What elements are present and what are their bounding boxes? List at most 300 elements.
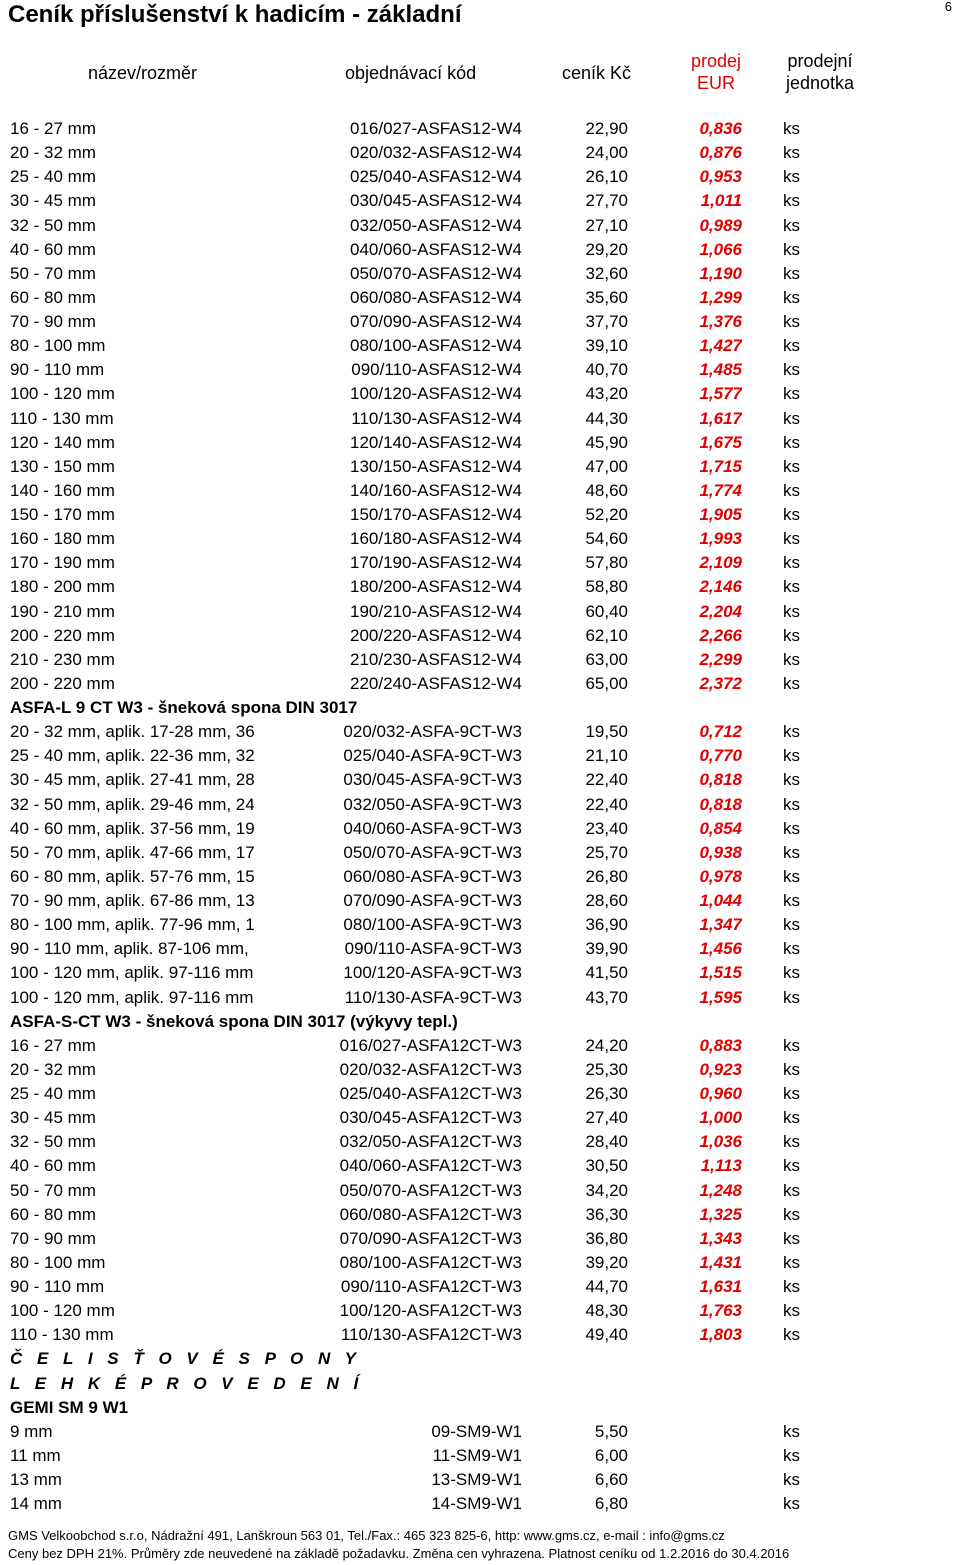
- item-price-eur: 0,989: [699, 215, 742, 235]
- item-price-eur: 1,325: [699, 1204, 742, 1224]
- item-code: 100/120-ASFA12CT-W3: [339, 1301, 522, 1321]
- item-code: 020/032-ASFA12CT-W3: [339, 1059, 522, 1079]
- item-code: 032/050-ASFAS12-W4: [350, 215, 522, 235]
- item-name: 200 - 220 mm: [10, 625, 115, 645]
- item-price-eur: 2,266: [699, 625, 742, 645]
- item-code: 016/027-ASFA12CT-W3: [339, 1035, 522, 1055]
- item-name: 110 - 130 mm: [10, 1325, 114, 1345]
- item-price-czk: 5,50: [594, 1421, 628, 1441]
- table-row: [0, 1251, 960, 1275]
- item-unit: ks: [783, 119, 800, 138]
- item-name: 80 - 100 mm: [10, 1252, 106, 1272]
- item-name: 32 - 50 mm: [10, 215, 96, 235]
- table-row: [0, 1468, 960, 1492]
- item-price-czk: 39,10: [585, 336, 628, 356]
- item-price-eur: 1,715: [699, 456, 742, 476]
- item-unit: ks: [783, 456, 800, 476]
- item-price-czk: 36,30: [585, 1204, 628, 1224]
- item-code: 080/100-ASFA12CT-W3: [339, 1252, 522, 1272]
- item-unit: ks: [783, 842, 800, 862]
- column-header-unit: [770, 50, 870, 94]
- item-price-czk: 27,70: [585, 191, 628, 211]
- item-price-czk: 6,60: [594, 1470, 628, 1489]
- item-price-eur: 0,818: [699, 770, 742, 790]
- item-unit: ks: [783, 143, 800, 163]
- item-price-czk: 32,60: [585, 263, 628, 283]
- item-unit: ks: [783, 1421, 800, 1441]
- item-name: 170 - 190 mm: [10, 553, 115, 573]
- item-price-eur: 1,113: [700, 1156, 742, 1176]
- table-row: [0, 817, 960, 841]
- item-name: 60 - 80 mm: [10, 1204, 96, 1224]
- item-name: 32 - 50 mm, aplik. 29-46 mm, 24: [10, 794, 255, 814]
- table-row: [0, 310, 960, 334]
- item-price-czk: 26,10: [585, 167, 628, 187]
- item-code: 110/130-ASFA12CT-W3: [340, 1325, 522, 1345]
- item-unit: ks: [783, 746, 800, 766]
- item-price-eur: 1,299: [699, 287, 742, 307]
- item-code: 070/090-ASFA-9CT-W3: [343, 891, 522, 910]
- item-code: 080/100-ASFAS12-W4: [350, 336, 522, 356]
- item-unit: ks: [783, 1156, 800, 1176]
- item-name: 60 - 80 mm, aplik. 57-76 mm, 15: [10, 866, 255, 886]
- table-row: [0, 1034, 960, 1058]
- item-price-czk: 36,80: [585, 1228, 628, 1248]
- column-header-eur-line1: prodej: [690, 51, 742, 71]
- item-code: 040/060-ASFA12CT-W3: [339, 1156, 522, 1176]
- item-price-eur: 1,376: [699, 312, 742, 331]
- item-code: 140/160-ASFAS12-W4: [350, 480, 522, 500]
- item-name: 190 - 210 mm: [10, 601, 115, 621]
- table-row: [0, 479, 960, 503]
- item-name: 100 - 120 mm, aplik. 97-116 mm: [10, 987, 254, 1007]
- item-code: 160/180-ASFAS12-W4: [350, 529, 522, 549]
- item-code: 200/220-ASFAS12-W4: [350, 625, 522, 645]
- item-unit: ks: [783, 432, 800, 452]
- item-code: 032/050-ASFA12CT-W3: [339, 1132, 522, 1152]
- item-unit: ks: [783, 1228, 800, 1248]
- item-unit: ks: [783, 287, 800, 307]
- item-name: 20 - 32 mm: [10, 1059, 96, 1079]
- item-unit: ks: [783, 336, 800, 356]
- item-price-czk: 39,20: [585, 1252, 628, 1272]
- item-name: 30 - 45 mm: [10, 191, 96, 211]
- item-unit: ks: [783, 987, 800, 1007]
- item-price-czk: 62,10: [585, 625, 628, 645]
- item-unit: ks: [783, 505, 800, 524]
- section-heading: L E H K É P R O V E D E N Í: [10, 1373, 364, 1393]
- item-unit: ks: [783, 625, 800, 645]
- item-name: 100 - 120 mm, aplik. 97-116 mm: [10, 963, 254, 983]
- item-code: 190/210-ASFAS12-W4: [350, 601, 522, 621]
- item-name: 100 - 120 mm: [10, 384, 115, 404]
- table-row: [0, 1154, 960, 1178]
- price-table: [0, 117, 960, 1516]
- table-row: [0, 1106, 960, 1130]
- item-unit: ks: [783, 191, 800, 211]
- item-unit: ks: [783, 1470, 800, 1489]
- table-row: [0, 431, 960, 455]
- table-row: [0, 189, 960, 213]
- item-code: 100/120-ASFAS12-W4: [350, 384, 522, 404]
- item-unit: ks: [783, 1132, 800, 1152]
- item-unit: ks: [783, 939, 800, 959]
- item-unit: ks: [783, 673, 800, 693]
- item-name: 90 - 110 mm: [10, 1277, 105, 1296]
- item-code: 090/110-ASFAS12-W4: [351, 360, 522, 380]
- item-price-czk: 45,90: [585, 432, 628, 452]
- item-unit: ks: [783, 1277, 800, 1296]
- column-header-unit-line1: prodejní: [787, 51, 853, 71]
- item-price-eur: 1,763: [699, 1301, 742, 1321]
- section-heading: GEMI SM 9 W1: [10, 1397, 129, 1417]
- table-row: [0, 913, 960, 937]
- item-name: 90 - 110 mm: [10, 360, 105, 380]
- item-unit: ks: [783, 239, 800, 259]
- item-name: 200 - 220 mm: [10, 673, 115, 693]
- table-row: [0, 358, 960, 382]
- item-name: 70 - 90 mm: [10, 1228, 96, 1248]
- item-unit: ks: [783, 1180, 800, 1200]
- item-price-eur: 0,953: [699, 167, 742, 187]
- table-row: [0, 238, 960, 262]
- item-name: 210 - 230 mm: [10, 649, 115, 669]
- table-row: [0, 382, 960, 406]
- item-price-eur: 1,248: [699, 1180, 742, 1200]
- table-row: [0, 1227, 960, 1251]
- item-unit: ks: [783, 891, 800, 910]
- item-unit: ks: [783, 601, 800, 621]
- item-price-czk: 6,00: [594, 1445, 628, 1465]
- item-price-czk: 6,80: [594, 1494, 628, 1514]
- item-unit: ks: [783, 312, 800, 331]
- item-code: 070/090-ASFAS12-W4: [350, 312, 522, 331]
- item-price-czk: 41,50: [585, 963, 628, 983]
- item-code: 050/070-ASFA12CT-W3: [339, 1180, 522, 1200]
- table-row: [0, 214, 960, 238]
- item-name: 50 - 70 mm: [10, 1180, 96, 1200]
- table-row: [0, 1275, 960, 1299]
- item-price-eur: 1,347: [699, 915, 742, 935]
- table-row: [0, 407, 960, 431]
- item-price-czk: 44,70: [585, 1277, 628, 1296]
- item-price-czk: 26,30: [585, 1084, 628, 1103]
- item-code: 060/080-ASFA12CT-W3: [339, 1204, 522, 1224]
- item-unit: ks: [783, 1325, 800, 1345]
- item-price-czk: 26,80: [585, 866, 628, 886]
- item-price-eur: 0,712: [699, 722, 742, 742]
- item-unit: ks: [783, 915, 800, 935]
- item-code: 100/120-ASFA-9CT-W3: [343, 963, 522, 983]
- item-name: 9 mm: [10, 1421, 53, 1441]
- item-name: 25 - 40 mm: [10, 1084, 96, 1103]
- item-unit: ks: [783, 794, 800, 814]
- item-price-eur: 1,515: [699, 963, 742, 983]
- item-code: 070/090-ASFA12CT-W3: [339, 1228, 522, 1248]
- item-unit: ks: [783, 577, 800, 597]
- table-row: [0, 1444, 960, 1468]
- table-row: [0, 334, 960, 358]
- table-row: [0, 1420, 960, 1444]
- table-row: [0, 865, 960, 889]
- item-name: 140 - 160 mm: [10, 480, 115, 500]
- item-name: 40 - 60 mm, aplik. 37-56 mm, 19: [10, 818, 255, 838]
- page-title: Ceník příslušenství k hadicím - základní: [8, 1, 462, 28]
- table-row: [0, 672, 960, 696]
- item-price-czk: 52,20: [585, 505, 628, 524]
- item-price-eur: 1,774: [699, 480, 742, 500]
- item-code: 050/070-ASFA-9CT-W3: [343, 842, 522, 862]
- item-code: 090/110-ASFA12CT-W3: [340, 1277, 522, 1296]
- item-price-eur: 0,923: [699, 1059, 742, 1079]
- item-code: 11-SM9-W1: [432, 1445, 522, 1465]
- item-unit: ks: [783, 722, 800, 742]
- item-code: 025/040-ASFA12CT-W3: [339, 1084, 522, 1103]
- item-price-czk: 21,10: [585, 746, 628, 766]
- item-price-eur: 1,905: [699, 505, 742, 524]
- table-row: [0, 889, 960, 913]
- table-row: [0, 1323, 960, 1347]
- footer-note: Ceny bez DPH 21%. Průměry zde neuvedené na základě požadavku. Změna cen vyhrazena. Platnost ceníku od 1.2.2016 do 30.4.2016: [8, 1546, 790, 1561]
- item-unit: ks: [783, 1108, 800, 1128]
- item-price-eur: 1,617: [699, 408, 742, 428]
- item-price-czk: 63,00: [585, 649, 628, 669]
- item-code: 030/045-ASFA12CT-W3: [339, 1108, 522, 1128]
- item-unit: ks: [783, 1445, 800, 1465]
- table-row: [0, 1130, 960, 1154]
- item-unit: ks: [783, 963, 800, 983]
- item-price-eur: 0,876: [699, 143, 742, 163]
- item-price-eur: 1,993: [699, 529, 742, 549]
- item-name: 130 - 150 mm: [10, 456, 115, 476]
- item-code: 032/050-ASFA-9CT-W3: [343, 794, 522, 814]
- item-name: 16 - 27 mm: [10, 119, 96, 138]
- column-header-price: ceník Kč: [562, 63, 632, 83]
- table-row: [0, 551, 960, 575]
- section-heading: ASFA-L 9 CT W3 - šneková spona DIN 3017: [10, 698, 358, 717]
- item-price-eur: 2,299: [699, 649, 742, 669]
- item-price-czk: 43,20: [585, 384, 628, 404]
- section-heading-row: [0, 696, 960, 720]
- item-code: 220/240-ASFAS12-W4: [350, 673, 522, 693]
- column-header-eur: [676, 50, 756, 94]
- item-price-czk: 25,70: [585, 842, 628, 862]
- column-header-unit-line2: jednotka: [785, 73, 855, 93]
- table-row: [0, 720, 960, 744]
- item-unit: ks: [783, 408, 800, 428]
- item-price-eur: 1,044: [699, 891, 742, 910]
- item-price-eur: 1,000: [699, 1108, 742, 1128]
- item-name: 110 - 130 mm: [10, 408, 114, 428]
- item-price-eur: 1,631: [699, 1277, 742, 1296]
- item-name: 20 - 32 mm, aplik. 17-28 mm, 36: [10, 722, 255, 742]
- item-price-czk: 35,60: [585, 287, 628, 307]
- table-row: [0, 841, 960, 865]
- item-unit: ks: [783, 1494, 800, 1514]
- table-row: [0, 768, 960, 792]
- item-unit: ks: [783, 263, 800, 283]
- section-heading: ASFA-S-CT W3 - šneková spona DIN 3017 (výkyvy tepl.): [10, 1011, 458, 1031]
- section-heading: Č E L I S Ť O V É S P O N Y: [10, 1349, 362, 1369]
- item-price-eur: 1,431: [699, 1252, 742, 1272]
- item-name: 30 - 45 mm, aplik. 27-41 mm, 28: [10, 770, 255, 790]
- item-price-eur: 1,036: [699, 1132, 742, 1152]
- item-code: 13-SM9-W1: [431, 1470, 522, 1489]
- item-price-eur: 1,190: [699, 263, 742, 283]
- item-unit: ks: [783, 360, 800, 380]
- item-code: 025/040-ASFAS12-W4: [350, 167, 522, 187]
- table-row: [0, 1082, 960, 1106]
- item-name: 80 - 100 mm: [10, 336, 106, 356]
- item-unit: ks: [783, 480, 800, 500]
- item-unit: ks: [783, 1035, 800, 1055]
- item-code: 120/140-ASFAS12-W4: [350, 432, 522, 452]
- item-price-czk: 27,10: [585, 215, 628, 235]
- item-name: 70 - 90 mm: [10, 312, 96, 331]
- table-row: [0, 527, 960, 551]
- item-price-czk: 34,20: [585, 1180, 628, 1200]
- item-name: 32 - 50 mm: [10, 1132, 96, 1152]
- table-row: [0, 744, 960, 768]
- item-price-eur: 1,675: [699, 432, 742, 452]
- table-row: [0, 648, 960, 672]
- item-name: 90 - 110 mm, aplik. 87-106 mm,: [10, 939, 249, 959]
- item-code: 060/080-ASFAS12-W4: [350, 287, 522, 307]
- item-name: 160 - 180 mm: [10, 529, 115, 549]
- item-unit: ks: [783, 866, 800, 886]
- table-row: [0, 1203, 960, 1227]
- table-row: [0, 455, 960, 479]
- item-price-czk: 29,20: [585, 239, 628, 259]
- table-row: [0, 937, 960, 961]
- item-name: 150 - 170 mm: [10, 505, 115, 524]
- item-price-czk: 49,40: [585, 1325, 628, 1345]
- item-price-eur: 0,960: [699, 1084, 742, 1103]
- item-price-eur: 0,770: [699, 746, 742, 766]
- item-price-eur: 0,938: [699, 842, 742, 862]
- item-price-eur: 0,883: [699, 1035, 742, 1055]
- table-row: [0, 165, 960, 189]
- item-name: 120 - 140 mm: [10, 432, 115, 452]
- item-name: 180 - 200 mm: [10, 577, 115, 597]
- item-name: 70 - 90 mm, aplik. 67-86 mm, 13: [10, 891, 255, 910]
- item-price-czk: 44,30: [585, 408, 628, 428]
- item-name: 30 - 45 mm: [10, 1108, 96, 1128]
- item-code: 060/080-ASFA-9CT-W3: [343, 866, 522, 886]
- table-row: [0, 1299, 960, 1323]
- item-unit: ks: [783, 215, 800, 235]
- item-price-eur: 1,595: [699, 987, 742, 1007]
- table-row: [0, 141, 960, 165]
- section-heading-row: [0, 1347, 960, 1371]
- item-price-eur: 0,836: [699, 119, 742, 138]
- table-row: [0, 575, 960, 599]
- item-code: 050/070-ASFAS12-W4: [350, 263, 522, 283]
- item-unit: ks: [783, 1252, 800, 1272]
- item-code: 210/230-ASFAS12-W4: [350, 649, 522, 669]
- item-name: 100 - 120 mm: [10, 1301, 115, 1321]
- item-price-eur: 1,343: [699, 1228, 742, 1248]
- item-price-czk: 22,40: [585, 794, 628, 814]
- item-name: 25 - 40 mm, aplik. 22-36 mm, 32: [10, 746, 255, 766]
- table-row: [0, 286, 960, 310]
- item-price-czk: 65,00: [585, 673, 628, 693]
- item-price-czk: 30,50: [585, 1156, 628, 1176]
- item-code: 016/027-ASFAS12-W4: [350, 119, 522, 138]
- column-header-eur-line2: EUR: [696, 73, 735, 93]
- item-price-czk: 60,40: [585, 601, 628, 621]
- item-price-czk: 24,00: [585, 143, 628, 163]
- footer-contact: GMS Velkoobchod s.r.o, Nádražní 491, Lanškroun 563 01, Tel./Fax.: 465 323 825-6, http: www.gms.cz, e-mail : info@gms.cz: [8, 1528, 725, 1543]
- item-code: 020/032-ASFAS12-W4: [350, 143, 522, 163]
- item-code: 09-SM9-W1: [431, 1421, 522, 1441]
- page-number: 6: [944, 0, 952, 14]
- item-unit: ks: [783, 529, 800, 549]
- item-price-czk: 28,60: [585, 891, 628, 910]
- item-price-eur: 1,456: [699, 939, 742, 959]
- item-price-eur: 2,109: [699, 553, 742, 573]
- item-code: 040/060-ASFA-9CT-W3: [343, 818, 522, 838]
- table-row: [0, 961, 960, 985]
- item-name: 14 mm: [10, 1494, 62, 1514]
- item-price-czk: 24,20: [585, 1035, 628, 1055]
- item-price-czk: 40,70: [585, 360, 628, 380]
- item-price-czk: 27,40: [585, 1108, 628, 1128]
- item-name: 16 - 27 mm: [10, 1035, 96, 1055]
- item-price-czk: 48,30: [585, 1301, 628, 1321]
- item-unit: ks: [783, 1301, 800, 1321]
- item-name: 40 - 60 mm: [10, 239, 96, 259]
- item-price-czk: 37,70: [585, 312, 628, 331]
- item-unit: ks: [783, 167, 800, 187]
- item-price-czk: 22,40: [585, 770, 628, 790]
- item-name: 80 - 100 mm, aplik. 77-96 mm, 1: [10, 915, 255, 935]
- item-price-eur: 1,011: [700, 191, 742, 211]
- section-heading-row: [0, 1396, 960, 1420]
- table-row: [0, 503, 960, 527]
- item-price-czk: 19,50: [585, 722, 628, 742]
- item-price-eur: 2,372: [699, 673, 742, 693]
- item-price-czk: 22,90: [585, 119, 628, 138]
- item-price-czk: 36,90: [585, 915, 628, 935]
- item-price-eur: 2,146: [699, 577, 742, 597]
- item-code: 040/060-ASFAS12-W4: [350, 239, 522, 259]
- item-unit: ks: [783, 770, 800, 790]
- item-unit: ks: [783, 384, 800, 404]
- item-price-czk: 25,30: [585, 1059, 628, 1079]
- section-heading-row: [0, 1372, 960, 1396]
- table-row: [0, 262, 960, 286]
- item-price-czk: 57,80: [585, 553, 628, 573]
- table-row: [0, 624, 960, 648]
- item-code: 180/200-ASFAS12-W4: [350, 577, 522, 597]
- item-price-eur: 1,577: [699, 384, 742, 404]
- column-header-name: název/rozměr: [88, 63, 198, 83]
- item-name: 13 mm: [10, 1470, 62, 1489]
- table-row: [0, 793, 960, 817]
- item-price-eur: 1,803: [699, 1325, 742, 1345]
- item-code: 025/040-ASFA-9CT-W3: [343, 746, 522, 766]
- item-unit: ks: [783, 1059, 800, 1079]
- item-code: 14-SM9-W1: [431, 1494, 522, 1514]
- item-name: 40 - 60 mm: [10, 1156, 96, 1176]
- item-code: 170/190-ASFAS12-W4: [350, 553, 522, 573]
- item-name: 60 - 80 mm: [10, 287, 96, 307]
- item-price-czk: 43,70: [585, 987, 628, 1007]
- item-code: 020/032-ASFA-9CT-W3: [343, 722, 522, 742]
- item-unit: ks: [783, 1084, 800, 1103]
- item-unit: ks: [783, 649, 800, 669]
